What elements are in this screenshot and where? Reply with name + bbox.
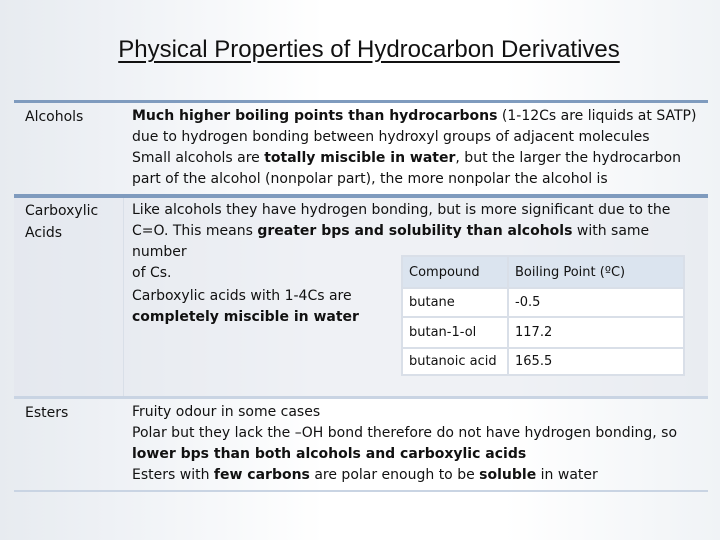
esters-line4-c: in water — [536, 467, 598, 483]
header-boiling-point: Boiling Point (ºC) — [508, 256, 684, 288]
carboxylic-note-line1: Carboxylic acids with 1-4Cs are — [132, 288, 352, 304]
esters-line4-bold1: few carbons — [213, 467, 310, 483]
esters-line2: Polar but they lack the –OH bond therefore do not have hydrogen bonding, so — [132, 425, 678, 441]
carboxylic-line2-bold: greater bps and solubility than alcohols — [257, 223, 573, 239]
carboxylic-label-line1: Carboxylic — [25, 203, 99, 219]
compound-cell: butanoic acid — [402, 348, 508, 375]
alcohols-label: Alcohols — [25, 109, 84, 125]
row-divider — [14, 194, 708, 198]
carboxylic-line3: of Cs. — [132, 265, 172, 281]
boiling-point-table-header — [402, 256, 684, 288]
table-top-border — [14, 100, 708, 103]
page-title: Physical Properties of Hydrocarbon Derivatives — [118, 36, 620, 63]
boiling-point-cell: 117.2 — [508, 317, 684, 348]
esters-line4-bold2: soluble — [479, 467, 537, 483]
table-row — [402, 348, 684, 375]
alcohols-line1-bold: Much higher boiling points than hydrocarbons — [132, 108, 498, 124]
alcohols-line1-rest: (1-12Cs are liquids at SATP) — [497, 108, 697, 124]
alcohols-line3-bold: totally miscible in water — [264, 150, 456, 166]
properties-table — [14, 100, 708, 492]
table-row — [402, 317, 684, 348]
carboxylic-label — [25, 200, 98, 244]
esters-line4-b: are polar enough to be — [309, 467, 480, 483]
compound-cell: butan-1-ol — [402, 317, 508, 348]
alcohols-line3-a: Small alcohols are — [132, 150, 265, 166]
boiling-point-cell: -0.5 — [508, 288, 684, 317]
carboxylic-note-line2: completely miscible in water — [132, 309, 359, 325]
carboxylic-line1: Like alcohols they have hydrogen bonding, but is more significant due to the — [132, 202, 671, 218]
alcohols-line4: part of the alcohol (nonpolar part), the more nonpolar the alcohol is — [132, 171, 608, 187]
carboxylic-line2-b: with same number — [132, 223, 650, 260]
esters-label: Esters — [25, 405, 69, 421]
carboxylic-line2-a: C=O. This means — [132, 223, 258, 239]
alcohols-description — [132, 106, 704, 190]
row-divider — [14, 396, 708, 399]
esters-line1: Fruity odour in some cases — [132, 404, 321, 420]
esters-line3: lower bps than both alcohols and carboxylic acids — [132, 446, 527, 462]
carboxylic-label-line2: Acids — [25, 225, 63, 241]
header-compound: Compound — [402, 256, 508, 288]
boiling-point-cell: 165.5 — [508, 348, 684, 375]
compound-cell: butane — [402, 288, 508, 317]
alcohols-line2: due to hydrogen bonding between hydroxyl groups of adjacent molecules — [132, 129, 650, 145]
boiling-point-table — [401, 255, 685, 376]
table-row — [402, 288, 684, 317]
table-bottom-border — [14, 490, 708, 492]
esters-line4-a: Esters with — [132, 467, 214, 483]
esters-description — [132, 402, 704, 486]
carboxylic-note — [132, 286, 392, 328]
alcohols-line3-b: , but the larger the hydrocarbon — [455, 150, 681, 166]
column-divider — [123, 198, 124, 396]
